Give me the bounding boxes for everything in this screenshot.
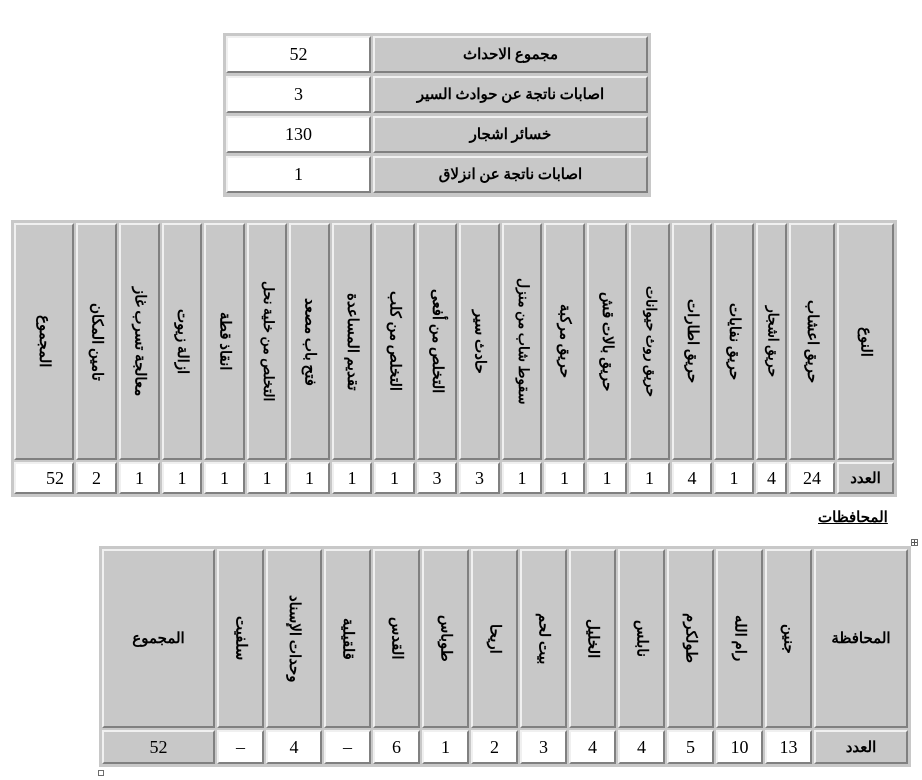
gov-col-value: 3 [520, 730, 567, 764]
types-col-header [789, 223, 835, 460]
types-col-value: 4 [672, 462, 712, 494]
types-col-value: 3 [459, 462, 500, 494]
types-col-label: حادث سير [471, 309, 488, 374]
types-col-header [629, 223, 670, 460]
gov-col-value: 13 [765, 730, 812, 764]
types-col-label: التخلص من أفعى [429, 289, 445, 394]
gov-col-value: 1 [422, 730, 469, 764]
summary-value-slip-injuries: 1 [226, 156, 371, 193]
gov-col-header [373, 549, 420, 728]
summary-value-tree-losses: 130 [226, 116, 371, 153]
types-col-header [204, 223, 245, 460]
types-total-header [14, 223, 74, 460]
types-col-label: معالجة تسرب غاز [131, 286, 148, 397]
gov-col-header [520, 549, 567, 728]
gov-col-label: بيت لحم [535, 612, 552, 665]
types-col-header [672, 223, 712, 460]
gov-count-label: العدد [814, 730, 908, 764]
types-col-label: فتح باب مصعد [301, 297, 318, 386]
governorates-table [99, 546, 911, 767]
gov-col-label: القدس [388, 617, 405, 660]
types-col-label: حريق اشجار [764, 305, 780, 378]
gov-total-value: 52 [102, 730, 215, 764]
gov-col-header [217, 549, 264, 728]
gov-col-label: الخليل [584, 618, 601, 659]
gov-col-label: اريحا [486, 623, 503, 654]
types-col-value: 1 [332, 462, 372, 494]
gov-col-label: قلقيلية [339, 617, 356, 660]
types-col-label: انقاذ قطة [216, 312, 233, 371]
gov-col-value: – [324, 730, 371, 764]
types-col-label: حريق اعشاب [804, 299, 820, 384]
gov-col-label: جنين [780, 623, 797, 654]
types-col-header [162, 223, 202, 460]
types-col-label: سقوط شاب من منزل [515, 278, 530, 405]
gov-total-label: المجموع [132, 631, 185, 647]
gov-col-header [618, 549, 665, 728]
summary-value-traffic-injuries: 3 [226, 76, 371, 113]
table-move-handle-icon[interactable] [911, 539, 918, 546]
gov-col-label: وحدات الإسناد [286, 594, 302, 683]
types-col-label: ازالة زيوت [174, 308, 190, 375]
gov-col-header [569, 549, 616, 728]
summary-label-tree-losses: خسائر اشجار [373, 116, 648, 153]
gov-col-header [471, 549, 518, 728]
types-col-header [332, 223, 372, 460]
types-col-value: 1 [119, 462, 160, 494]
gov-col-value: 4 [266, 730, 322, 764]
gov-col-label: رام الله [731, 615, 748, 662]
gov-col-value: – [217, 730, 264, 764]
types-count-label: العدد [837, 462, 894, 494]
gov-col-value: 6 [373, 730, 420, 764]
types-col-value: 1 [544, 462, 585, 494]
types-row-header-label: النوع [857, 326, 874, 357]
gov-col-label: طوباس [437, 615, 454, 662]
types-col-value: 1 [374, 462, 415, 494]
types-col-value: 1 [502, 462, 542, 494]
incident-types-table [11, 220, 897, 497]
types-col-label: حريق مركبة [556, 304, 573, 379]
types-total-label: المجموع [36, 315, 52, 368]
types-col-label: تامين المكان [88, 302, 105, 381]
summary-label-total-events: مجموع الاحداث [373, 36, 648, 73]
gov-col-header [266, 549, 322, 728]
gov-total-header [102, 549, 215, 728]
types-col-value: 2 [76, 462, 117, 494]
types-row-header [837, 223, 894, 460]
types-col-value: 1 [587, 462, 627, 494]
types-col-value: 1 [289, 462, 330, 494]
types-col-label: حريق روث حيوانات [642, 286, 658, 397]
summary-value-total-events: 52 [226, 36, 371, 73]
types-col-value: 24 [789, 462, 835, 494]
types-col-value: 1 [162, 462, 202, 494]
types-col-value: 1 [247, 462, 287, 494]
types-col-label: حريق بالات قش [599, 291, 615, 392]
summary-label-traffic-injuries: اصابات ناتجة عن حوادث السير [373, 76, 648, 113]
gov-col-header [324, 549, 371, 728]
types-col-header [544, 223, 585, 460]
types-col-header [459, 223, 500, 460]
types-col-value: 4 [756, 462, 787, 494]
gov-col-header [716, 549, 763, 728]
gov-row-header: المحافظة [814, 549, 908, 728]
types-col-value: 1 [204, 462, 245, 494]
governorates-caption: المحافظات [818, 510, 888, 526]
gov-col-label: نابلس [633, 619, 650, 657]
types-col-value: 1 [629, 462, 670, 494]
types-col-header [756, 223, 787, 460]
types-col-header [374, 223, 415, 460]
types-col-label: تقديم المساعدة [344, 292, 360, 391]
types-col-header [289, 223, 330, 460]
gov-col-value: 5 [667, 730, 714, 764]
gov-col-header [765, 549, 812, 728]
table-resize-handle-icon[interactable] [98, 770, 104, 776]
types-col-label: التخلص من كلب [386, 291, 403, 392]
types-col-header [247, 223, 287, 460]
types-col-header [714, 223, 754, 460]
gov-col-value: 4 [569, 730, 616, 764]
types-col-value: 3 [417, 462, 457, 494]
types-col-label: حريق نفايات [726, 302, 742, 381]
summary-label-slip-injuries: اصابات ناتجة عن انزلاق [373, 156, 648, 193]
summary-table [223, 33, 651, 197]
types-col-header [587, 223, 627, 460]
gov-col-label: طولكرم [682, 613, 699, 664]
types-total-value: 52 [14, 462, 74, 494]
gov-col-value: 4 [618, 730, 665, 764]
gov-col-header [422, 549, 469, 728]
types-col-label: التخلص من خلية نحل [260, 281, 275, 402]
types-col-label: حريق اطارات [684, 299, 700, 384]
types-col-header [119, 223, 160, 460]
gov-col-value: 10 [716, 730, 763, 764]
gov-col-label: سلفيت [232, 616, 249, 661]
types-col-header [502, 223, 542, 460]
types-col-header [417, 223, 457, 460]
gov-col-header [667, 549, 714, 728]
gov-col-value: 2 [471, 730, 518, 764]
types-col-value: 1 [714, 462, 754, 494]
types-col-header [76, 223, 117, 460]
